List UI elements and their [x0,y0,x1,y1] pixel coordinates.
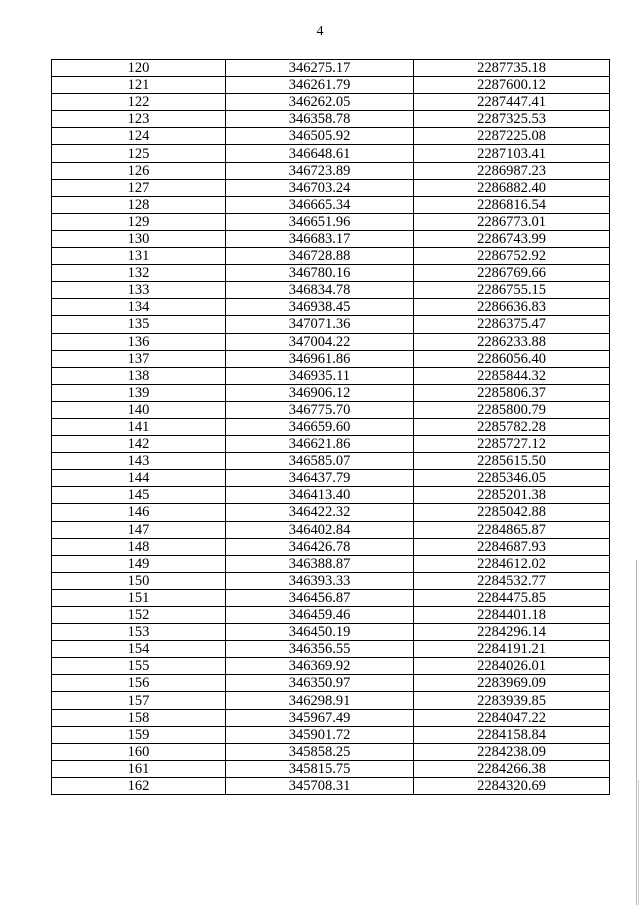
x-coordinate-cell: 346659.60 [226,418,414,435]
table-row [52,470,610,487]
x-coordinate-cell: 345901.72 [226,726,414,743]
x-coordinate-cell: 346402.84 [226,521,414,538]
table-row [52,316,610,333]
table-row [52,179,610,196]
x-coordinate-cell: 346775.70 [226,401,414,418]
x-coordinate-cell: 346665.34 [226,196,414,213]
table-row [52,418,610,435]
point-number-cell: 138 [52,367,226,384]
point-number-cell: 147 [52,521,226,538]
x-coordinate-cell: 345858.25 [226,743,414,760]
point-number-cell: 124 [52,128,226,145]
table-row [52,384,610,401]
table-row [52,367,610,384]
y-coordinate-cell: 2284191.21 [414,641,610,658]
y-coordinate-cell: 2287103.41 [414,145,610,162]
y-coordinate-cell: 2286743.99 [414,230,610,247]
table-row [52,265,610,282]
point-number-cell: 146 [52,504,226,521]
x-coordinate-cell: 346262.05 [226,94,414,111]
table-row [52,624,610,641]
point-number-cell: 154 [52,641,226,658]
table-row [52,162,610,179]
x-coordinate-cell: 346723.89 [226,162,414,179]
x-coordinate-cell: 346413.40 [226,487,414,504]
y-coordinate-cell: 2286056.40 [414,350,610,367]
x-coordinate-cell: 346651.96 [226,213,414,230]
y-coordinate-cell: 2284401.18 [414,607,610,624]
table-row [52,111,610,128]
table-row [52,555,610,572]
x-coordinate-cell: 346369.92 [226,658,414,675]
table-row [52,743,610,760]
y-coordinate-cell: 2283939.85 [414,692,610,709]
point-number-cell: 135 [52,316,226,333]
point-number-cell: 149 [52,555,226,572]
x-coordinate-cell: 346505.92 [226,128,414,145]
table-row [52,726,610,743]
table-row [52,607,610,624]
y-coordinate-cell: 2284320.69 [414,777,610,794]
coordinates-table [51,59,610,795]
x-coordinate-cell: 346358.78 [226,111,414,128]
point-number-cell: 148 [52,538,226,555]
x-coordinate-cell: 346683.17 [226,230,414,247]
x-coordinate-cell: 345967.49 [226,709,414,726]
coordinates-table-body [52,60,610,795]
table-row [52,60,610,77]
y-coordinate-cell: 2284266.38 [414,760,610,777]
x-coordinate-cell: 346621.86 [226,436,414,453]
table-row [52,213,610,230]
x-coordinate-cell: 346422.32 [226,504,414,521]
point-number-cell: 141 [52,418,226,435]
table-row [52,401,610,418]
y-coordinate-cell: 2285782.28 [414,418,610,435]
y-coordinate-cell: 2285806.37 [414,384,610,401]
y-coordinate-cell: 2286773.01 [414,213,610,230]
y-coordinate-cell: 2286752.92 [414,248,610,265]
x-coordinate-cell: 346703.24 [226,179,414,196]
y-coordinate-cell: 2283969.09 [414,675,610,692]
x-coordinate-cell: 346906.12 [226,384,414,401]
x-coordinate-cell: 346648.61 [226,145,414,162]
point-number-cell: 132 [52,265,226,282]
x-coordinate-cell: 346261.79 [226,77,414,94]
table-row [52,77,610,94]
point-number-cell: 139 [52,384,226,401]
point-number-cell: 162 [52,777,226,794]
point-number-cell: 121 [52,77,226,94]
y-coordinate-cell: 2285201.38 [414,487,610,504]
table-row [52,230,610,247]
y-coordinate-cell: 2287447.41 [414,94,610,111]
y-coordinate-cell: 2284296.14 [414,624,610,641]
point-number-cell: 128 [52,196,226,213]
y-coordinate-cell: 2285844.32 [414,367,610,384]
table-row [52,453,610,470]
point-number-cell: 156 [52,675,226,692]
x-coordinate-cell: 347071.36 [226,316,414,333]
table-row [52,589,610,606]
y-coordinate-cell: 2286987.23 [414,162,610,179]
table-row [52,128,610,145]
y-coordinate-cell: 2287735.18 [414,60,610,77]
y-coordinate-cell: 2285800.79 [414,401,610,418]
x-coordinate-cell: 346450.19 [226,624,414,641]
point-number-cell: 126 [52,162,226,179]
point-number-cell: 123 [52,111,226,128]
y-coordinate-cell: 2286769.66 [414,265,610,282]
x-coordinate-cell: 345815.75 [226,760,414,777]
x-coordinate-cell: 346780.16 [226,265,414,282]
x-coordinate-cell: 346938.45 [226,299,414,316]
y-coordinate-cell: 2284475.85 [414,589,610,606]
table-row [52,692,610,709]
y-coordinate-cell: 2286375.47 [414,316,610,333]
point-number-cell: 125 [52,145,226,162]
point-number-cell: 120 [52,60,226,77]
point-number-cell: 152 [52,607,226,624]
y-coordinate-cell: 2287600.12 [414,77,610,94]
y-coordinate-cell: 2284612.02 [414,555,610,572]
y-coordinate-cell: 2287225.08 [414,128,610,145]
table-row [52,521,610,538]
table-row [52,196,610,213]
x-coordinate-cell: 346834.78 [226,282,414,299]
y-coordinate-cell: 2285346.05 [414,470,610,487]
x-coordinate-cell: 346350.97 [226,675,414,692]
point-number-cell: 136 [52,333,226,350]
point-number-cell: 133 [52,282,226,299]
point-number-cell: 161 [52,760,226,777]
x-coordinate-cell: 346298.91 [226,692,414,709]
table-row [52,777,610,794]
x-coordinate-cell: 347004.22 [226,333,414,350]
table-row [52,282,610,299]
x-coordinate-cell: 345708.31 [226,777,414,794]
x-coordinate-cell: 346437.79 [226,470,414,487]
table-row [52,675,610,692]
point-number-cell: 131 [52,248,226,265]
y-coordinate-cell: 2284158.84 [414,726,610,743]
x-coordinate-cell: 346393.33 [226,572,414,589]
point-number-cell: 160 [52,743,226,760]
x-coordinate-cell: 346426.78 [226,538,414,555]
point-number-cell: 142 [52,436,226,453]
table-row [52,538,610,555]
y-coordinate-cell: 2284532.77 [414,572,610,589]
point-number-cell: 158 [52,709,226,726]
y-coordinate-cell: 2284687.93 [414,538,610,555]
x-coordinate-cell: 346459.46 [226,607,414,624]
table-row [52,572,610,589]
point-number-cell: 153 [52,624,226,641]
point-number-cell: 159 [52,726,226,743]
table-row [52,145,610,162]
scan-edge-line [636,560,637,905]
x-coordinate-cell: 346456.87 [226,589,414,606]
table-row [52,641,610,658]
point-number-cell: 143 [52,453,226,470]
table-row [52,709,610,726]
x-coordinate-cell: 346585.07 [226,453,414,470]
point-number-cell: 137 [52,350,226,367]
table-row [52,487,610,504]
x-coordinate-cell: 346728.88 [226,248,414,265]
point-number-cell: 155 [52,658,226,675]
y-coordinate-cell: 2284047.22 [414,709,610,726]
table-row [52,436,610,453]
y-coordinate-cell: 2286755.15 [414,282,610,299]
y-coordinate-cell: 2286816.54 [414,196,610,213]
point-number-cell: 140 [52,401,226,418]
y-coordinate-cell: 2285727.12 [414,436,610,453]
x-coordinate-cell: 346961.86 [226,350,414,367]
y-coordinate-cell: 2285042.88 [414,504,610,521]
x-coordinate-cell: 346275.17 [226,60,414,77]
table-row [52,94,610,111]
table-row [52,299,610,316]
x-coordinate-cell: 346935.11 [226,367,414,384]
point-number-cell: 150 [52,572,226,589]
point-number-cell: 130 [52,230,226,247]
point-number-cell: 134 [52,299,226,316]
table-row [52,760,610,777]
x-coordinate-cell: 346388.87 [226,555,414,572]
point-number-cell: 157 [52,692,226,709]
y-coordinate-cell: 2286882.40 [414,179,610,196]
point-number-cell: 145 [52,487,226,504]
table-row [52,248,610,265]
table-row [52,658,610,675]
y-coordinate-cell: 2287325.53 [414,111,610,128]
scan-edge-line [638,780,639,905]
page-number: 4 [316,24,324,39]
point-number-cell: 151 [52,589,226,606]
table-row [52,504,610,521]
table-row [52,333,610,350]
y-coordinate-cell: 2284238.09 [414,743,610,760]
point-number-cell: 122 [52,94,226,111]
table-row [52,350,610,367]
y-coordinate-cell: 2284865.87 [414,521,610,538]
x-coordinate-cell: 346356.55 [226,641,414,658]
y-coordinate-cell: 2285615.50 [414,453,610,470]
y-coordinate-cell: 2284026.01 [414,658,610,675]
point-number-cell: 127 [52,179,226,196]
y-coordinate-cell: 2286233.88 [414,333,610,350]
y-coordinate-cell: 2286636.83 [414,299,610,316]
point-number-cell: 129 [52,213,226,230]
point-number-cell: 144 [52,470,226,487]
